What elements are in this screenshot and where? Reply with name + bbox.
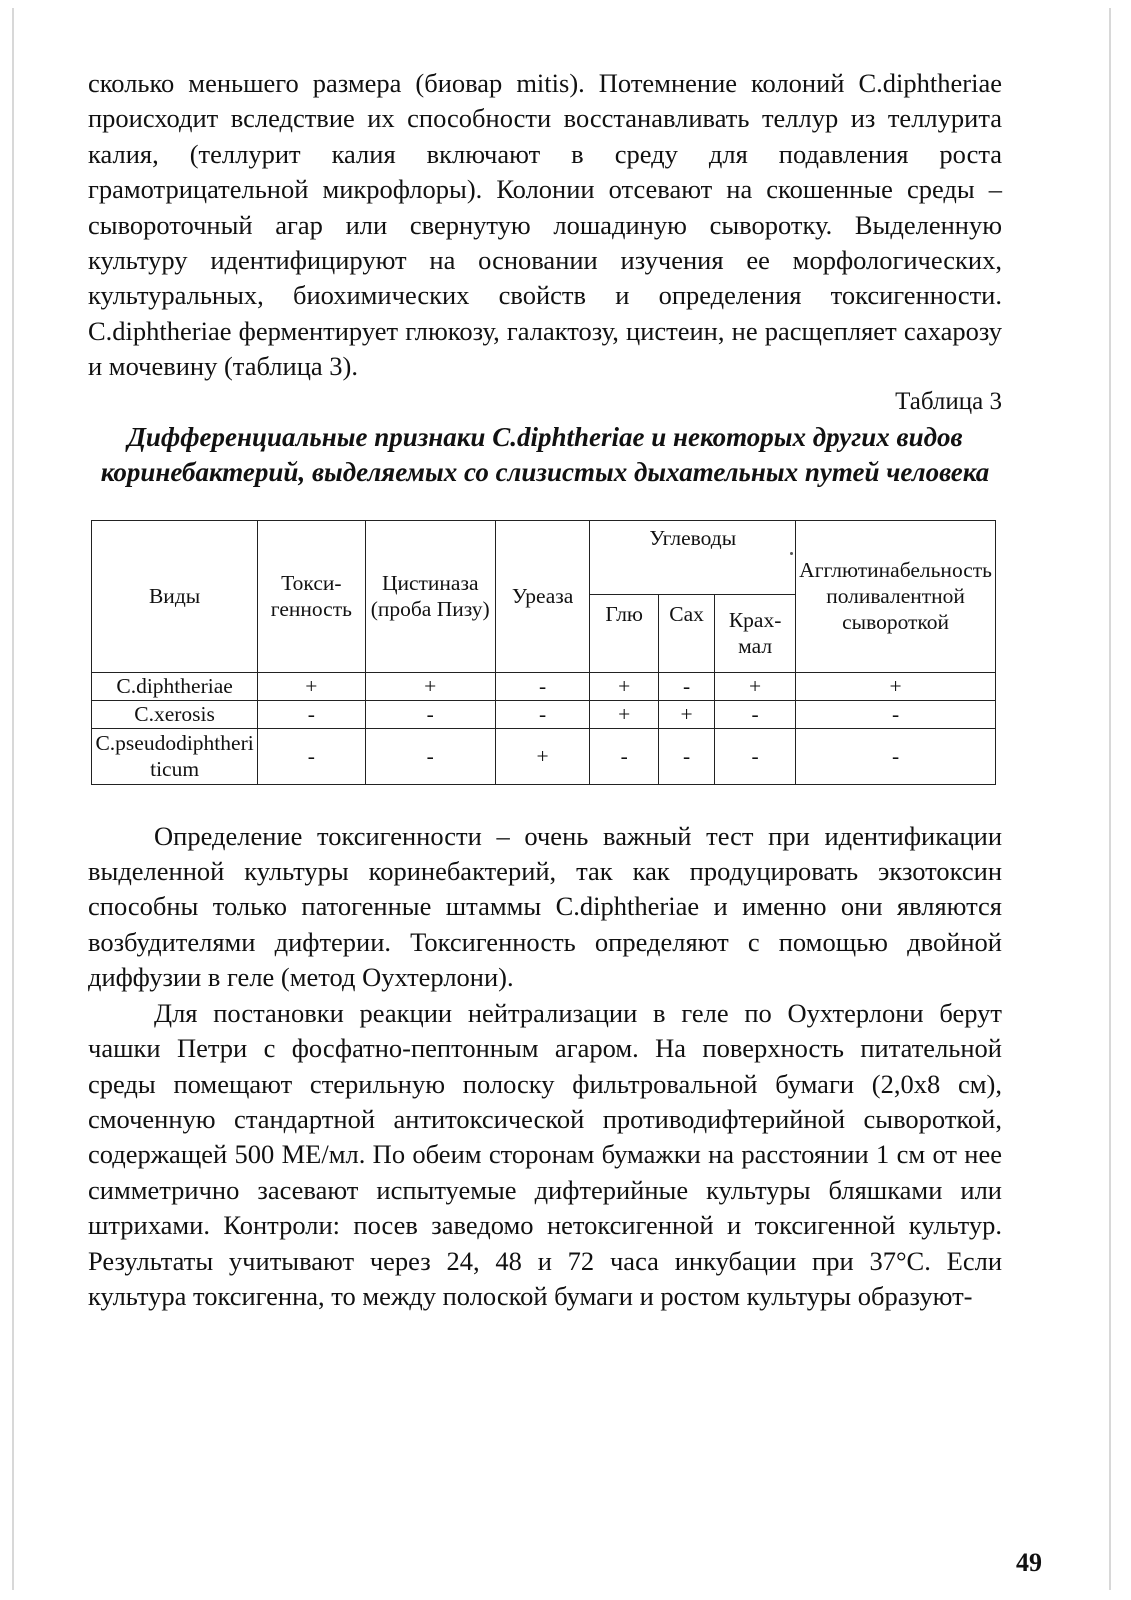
page-number: 49: [1016, 1548, 1042, 1577]
cell-sac: -: [659, 672, 715, 700]
cell-ure: -: [495, 672, 589, 700]
scan-speck: [790, 552, 793, 555]
header-starch: Крах-мал: [715, 594, 796, 672]
cell-species: C.pseudodiphtheriticum: [92, 728, 258, 784]
differential-table: [91, 520, 996, 785]
header-species: Виды: [92, 520, 258, 672]
paragraph-intro: сколько меньшего размера (биовар mitis). Потемнение колоний C.diphtheriae происходит вследствие их способности восстанавливать теллур из теллурита калия, (теллурит калия включают в среду для подавления роста грамотрицательной микрофлоры). Колонии отсевают на скошенные среды – сывороточный агар или свернутую лошадиную сыворотку. Выделенную культуру идентифицируют на основании изучения ее морфологических, культуральных, биохимических свойств и определения токсигенности. C.diphtheriae ферментирует глюкозу, галактозу, цистеин, не расщепляет сахарозу и мочевину (таблица 3).: [88, 68, 1002, 382]
cell-cys: -: [365, 728, 495, 784]
cell-tox: +: [258, 672, 365, 700]
document-page: [12, 8, 1111, 1590]
cell-starch: -: [715, 700, 796, 728]
cell-sac: -: [659, 728, 715, 784]
cell-starch: -: [715, 728, 796, 784]
table-title: Дифференциальные признаки C.diphtheriae и некоторых других видов коринебактерий, выделяемых со слизистых дыхательных путей человека: [100, 421, 990, 487]
cell-agg: -: [796, 728, 996, 784]
cell-tox: -: [258, 728, 365, 784]
table-label: Таблица 3: [895, 387, 1002, 415]
cell-cys: +: [365, 672, 495, 700]
header-glu: Глю: [590, 594, 659, 672]
cell-ure: +: [495, 728, 589, 784]
cell-glu: -: [590, 728, 659, 784]
header-urease: Уреаза: [495, 520, 589, 672]
cell-glu: +: [590, 700, 659, 728]
table-row: [92, 700, 996, 728]
paragraph-ouchterlony: Для постановки реакции нейтрализации в геле по Оухтерлони берут чашки Петри с фосфатно-пептонным агаром. На поверхность питательной среды помещают стерильную полоску фильтровальной бумаги (2,0х8 см), смоченную стандартной антитоксической противодифтерийной сывороткой, содержащей 500 МЕ/мл. По обеим сторонам бумажки на расстоянии 1 см от нее симметрично засевают испытуемые дифтерийные культуры бляшками или штрихами. Контроли: посев заведомо нетоксигенной и токсигенной культур. Результаты учитывают через 24, 48 и 72 часа инкубации при 37°С. Если культура токсигенна, то между полоской бумаги и ростом культуры образуют-: [88, 997, 1002, 1311]
table-row: [92, 728, 996, 784]
cell-glu: +: [590, 672, 659, 700]
cell-sac: +: [659, 700, 715, 728]
cell-cys: -: [365, 700, 495, 728]
cell-species: C.xerosis: [92, 700, 258, 728]
header-cystinase: Цистиназа (проба Пизу): [365, 520, 495, 672]
paragraph-toxigenicity: Определение токсигенности – очень важный тест при идентификации выделенной культуры коринебактерий, так как продуцировать экзотоксин способны только патогенные штаммы C.diphtheriae и именно они являются возбудителями дифтерии. Токсигенность определяют с помощью двойной диффузии в геле (метод Оухтерлони).: [88, 820, 1002, 993]
header-sac: Сах: [659, 594, 715, 672]
header-carbohydrates: Углеводы: [590, 520, 796, 594]
header-agglutination: Агглютинабельность поливалентной сывороткой: [796, 520, 996, 672]
cell-agg: +: [796, 672, 996, 700]
cell-species: C.diphtheriae: [92, 672, 258, 700]
table-row: [92, 672, 996, 700]
page-content: [88, 66, 1002, 1314]
header-toxigenicity: Токси-генность: [258, 520, 365, 672]
cell-tox: -: [258, 700, 365, 728]
cell-agg: -: [796, 700, 996, 728]
cell-ure: -: [495, 700, 589, 728]
cell-starch: +: [715, 672, 796, 700]
